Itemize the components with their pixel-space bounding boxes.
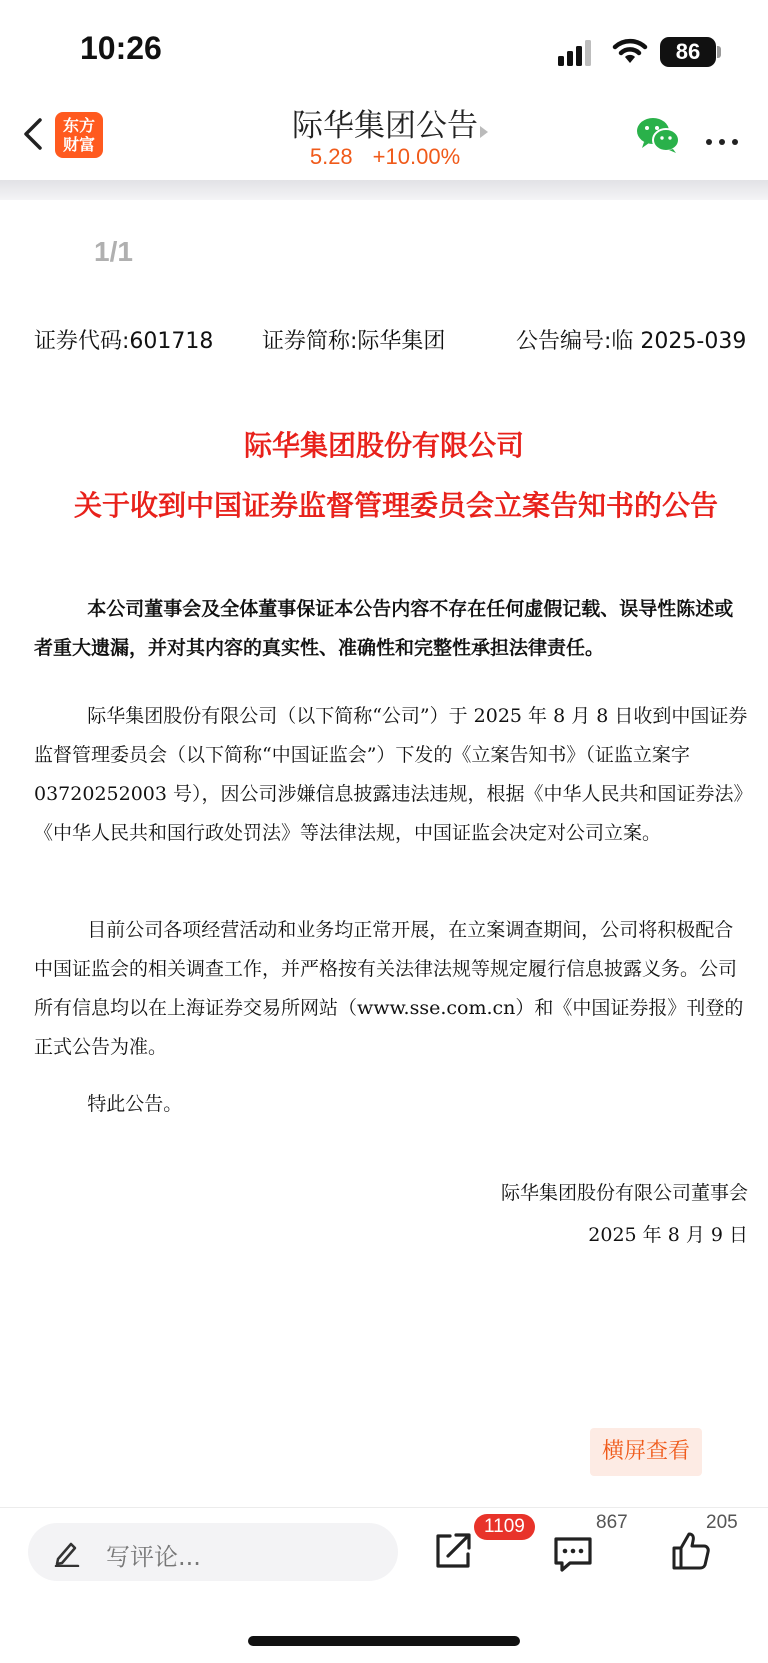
page-title: 际华集团公告: [292, 108, 478, 144]
landscape-view-button[interactable]: 横屏查看: [590, 1428, 702, 1476]
logo-line-2: 财富: [62, 135, 95, 154]
security-code: 证券代码:601718: [34, 329, 214, 354]
wifi-icon: [612, 36, 648, 66]
nav-bar: [0, 96, 768, 180]
home-indicator[interactable]: [248, 1636, 520, 1646]
paragraph-operations: 目前公司各项经营活动和业务均正常开展，在立案调查期间，公司将积极配合中国证监会的相关调查工作，并严格按有关法律法规等规定履行信息披露义务。公司所有信息均以在上海证券交易所网站（www.sse.com.cn）和《中国证券报》刊登的正式公告为准。: [34, 919, 744, 1058]
pen-icon: [54, 1539, 80, 1567]
closing-remark: 特此公告。: [87, 1093, 183, 1115]
bottom-divider: [0, 1507, 768, 1508]
paragraph-case-filing: 际华集团股份有限公司（以下简称“公司”）于 2025 年 8 月 8 日收到中国证券监督管理委员会（以下简称“中国证监会”）下发的《立案告知书》（证监立案字 03720252003 号），因公司涉嫌信息披露违法违规，根据《中华人民共和国证券法》《中华人民共和国行政处罚法》等法律法规，中国证监会决定对公司立案。: [34, 705, 748, 844]
back-icon[interactable]: [14, 112, 54, 156]
share-count-badge: 1109: [474, 1514, 535, 1540]
status-time: 10:26: [80, 30, 162, 66]
doc-title-subject: 关于收到中国证券监督管理委员会立案告知书的公告: [73, 489, 718, 522]
battery-level: 86: [675, 39, 701, 64]
like-icon[interactable]: [670, 1530, 712, 1572]
app-logo[interactable]: [55, 112, 103, 158]
like-count: 205: [706, 1512, 738, 1533]
stock-quote[interactable]: [200, 144, 570, 170]
share-icon[interactable]: [432, 1530, 474, 1572]
board-statement: 本公司董事会及全体董事保证本公告内容不存在任何虚假记载、误导性陈述或者重大遗漏，并对其内容的真实性、准确性和完整性承担法律责任。: [34, 598, 734, 659]
logo-line-1: 东方: [62, 116, 95, 135]
more-icon[interactable]: [706, 130, 746, 140]
stock-price: 5.28: [309, 144, 353, 169]
nav-divider: [0, 180, 768, 200]
security-abbr: 证券简称:际华集团: [262, 329, 446, 354]
comment-icon[interactable]: [552, 1534, 594, 1574]
wechat-icon[interactable]: [636, 116, 680, 154]
doc-title-company: 际华集团股份有限公司: [243, 429, 524, 462]
battery-indicator: [660, 37, 716, 67]
quote-arrow-icon: [480, 126, 488, 138]
comment-count: 867: [596, 1512, 628, 1533]
signature-date: 2025 年 8 月 9 日: [588, 1224, 748, 1246]
comment-input[interactable]: [28, 1523, 398, 1581]
page-indicator: 1/1: [94, 236, 133, 267]
battery-tip: [717, 46, 721, 58]
announcement-number: 公告编号:临 2025-039: [516, 329, 747, 354]
signature-org: 际华集团股份有限公司董事会: [500, 1182, 748, 1204]
signal-icon: [558, 40, 594, 66]
stock-change: +10.00%: [372, 144, 461, 169]
comment-placeholder: 写评论...: [106, 1543, 201, 1571]
status-bar: [0, 0, 768, 96]
